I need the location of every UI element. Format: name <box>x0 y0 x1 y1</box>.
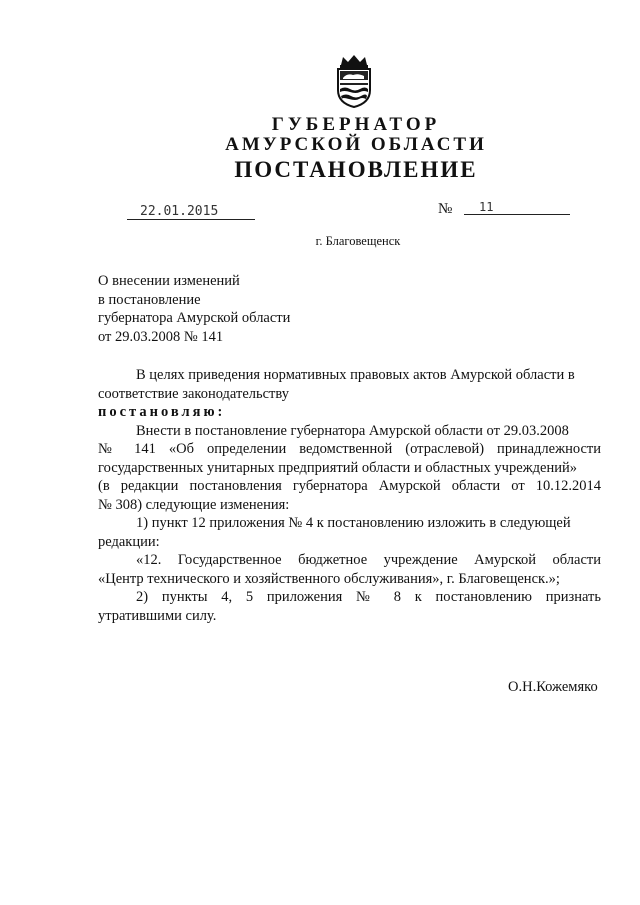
body-line: 2) пункты 4, 5 приложения № 8 к постановлению признать <box>136 589 601 605</box>
document-number: 11 <box>464 200 570 215</box>
number-sign: № <box>438 201 453 217</box>
subject-line: губернатора Амурской области <box>98 310 291 326</box>
issue-city: г. Благовещенск <box>315 234 401 248</box>
subject-line: О внесении изменений <box>98 273 240 289</box>
resolution-word: постановляю: <box>98 404 226 420</box>
issuer-title: ГУБЕРНАТОР <box>271 114 441 135</box>
body-line: № 141 «Об определении ведомственной (отраслевой) принадлежности <box>98 441 601 457</box>
body-line: государственных унитарных предприятий области и областных учреждений» <box>98 459 578 476</box>
signatory-name: О.Н.Кожемяко <box>508 679 598 695</box>
body-line: «Центр технического и хозяйственного обслуживания», г. Благовещенск.»; <box>98 570 560 587</box>
body-line: Внести в постановление губернатора Амурской области от 29.03.2008 <box>136 422 569 439</box>
document-type-title: ПОСТАНОВЛЕНИЕ <box>234 157 478 182</box>
body-line: № 308) следующие изменения: <box>98 496 290 513</box>
document-date: 22.01.2015 <box>127 204 255 220</box>
body-line: соответствие законодательству <box>98 385 289 402</box>
subject-line: от 29.03.2008 № 141 <box>98 328 224 345</box>
subject-line: в постановление <box>98 291 201 308</box>
document-subject <box>98 272 290 346</box>
body-line: (в редакции постановления губернатора Амурской области от 10.12.2014 <box>98 478 601 494</box>
body-line: редакции: <box>98 533 160 550</box>
body-line: утратившими силу. <box>98 607 217 624</box>
body-line: В целях приведения нормативных правовых актов Амурской области в <box>136 367 575 383</box>
issuer-region: АМУРСКОЙ ОБЛАСТИ <box>225 134 487 155</box>
body-line: 1) пункт 12 приложения № 4 к постановлению изложить в следующей <box>136 515 571 531</box>
body-line: «12. Государственное бюджетное учреждение Амурской области <box>136 552 601 568</box>
amur-oblast-coat-of-arms-icon <box>331 54 377 108</box>
document-body <box>98 366 601 625</box>
